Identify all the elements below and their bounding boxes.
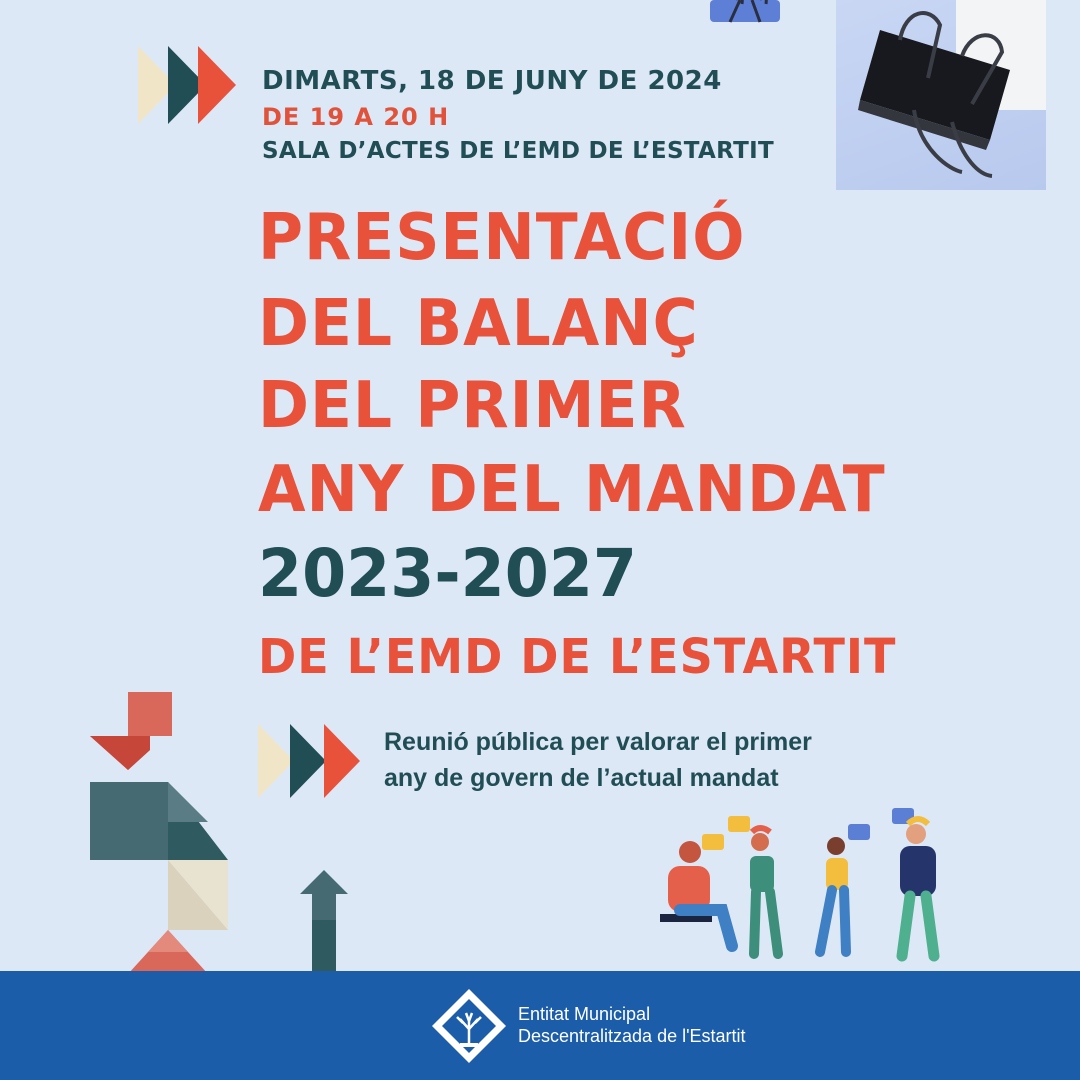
title-line-4: ANY DEL MANDAT	[258, 453, 886, 527]
triple-arrow-icon	[138, 42, 238, 128]
description-line-2: any de govern de l’actual mandat	[384, 764, 779, 792]
title-line-2: DEL BALANÇ	[258, 287, 699, 361]
footer-org-line-1: Entitat Municipal	[518, 1004, 651, 1024]
description-line-1: Reunió pública per valorar el primer	[384, 728, 812, 756]
footer-bar	[0, 971, 1080, 1080]
event-venue: SALA D’ACTES DE L’EMD DE L’ESTARTIT	[262, 138, 774, 164]
event-time: DE 19 A 20 H	[262, 103, 450, 131]
title-years: 2023-2027	[258, 535, 637, 612]
footer-organization	[518, 1003, 746, 1047]
emd-logo-icon	[430, 987, 508, 1065]
title-line-3: DEL PRIMER	[258, 369, 687, 443]
tangram-arrows	[88, 690, 388, 974]
title-line-1: PRESENTACIÓ	[258, 201, 746, 275]
people-illustration	[660, 806, 960, 966]
event-date: DIMARTS, 18 DE JUNY DE 2024	[262, 66, 722, 96]
event-description	[384, 724, 964, 796]
title-organization: DE L’EMD DE L’ESTARTIT	[258, 629, 897, 685]
footer-org-line-2: Descentralitzada de l'Estartit	[518, 1026, 746, 1046]
